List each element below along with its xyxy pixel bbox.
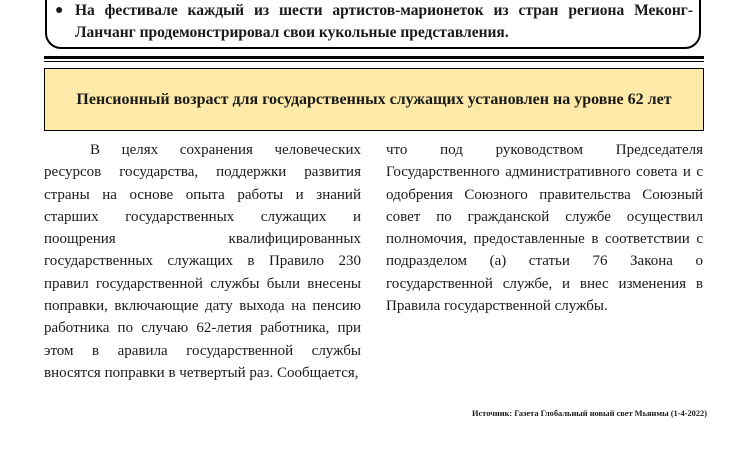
article-column-right: что под руководством Председателя Государственного административного совета и с одобрения Союзного правительства Союзный совет по гражданской службе осуществил полномочия, предоставленные в соответствии с подразделом (а) статьи 76 Закона о государственной службе, и внес изменения в Правила государственной службы. (386, 142, 703, 315)
headline-text: Пенсионный возраст для государственных служащих установлен на уровне 62 лет (76, 91, 672, 108)
article-source: Источник: Газета Глобальный новый свет Мьянмы (1-4-2022) (471, 409, 707, 418)
article-headline (44, 68, 704, 131)
divider-thick (44, 56, 704, 59)
highlights-box (45, 0, 701, 49)
article-column-left: В целях сохранения человеческих ресурсов государства, поддержки развития страны на основе опыта работы и знаний старших государственных служащих и поощрения квалифицированных государственных служащих в Правило 230 правил государственной службы были внесены поправки, включающие дату выхода на пенсию работника по случаю 62-летия работника, при этом в аравила государственной службы вносятся поправки в четвертый раз. Сообщается, (44, 142, 361, 381)
highlight-item (55, 0, 693, 44)
bullet-icon: ● (55, 3, 64, 18)
divider-thin (44, 61, 704, 62)
highlight-text: На фестивале каждый из шести артистов-марионеток из стран региона Меконг-Ланчанг продемонстрировал свои кукольные представления. (75, 2, 693, 41)
